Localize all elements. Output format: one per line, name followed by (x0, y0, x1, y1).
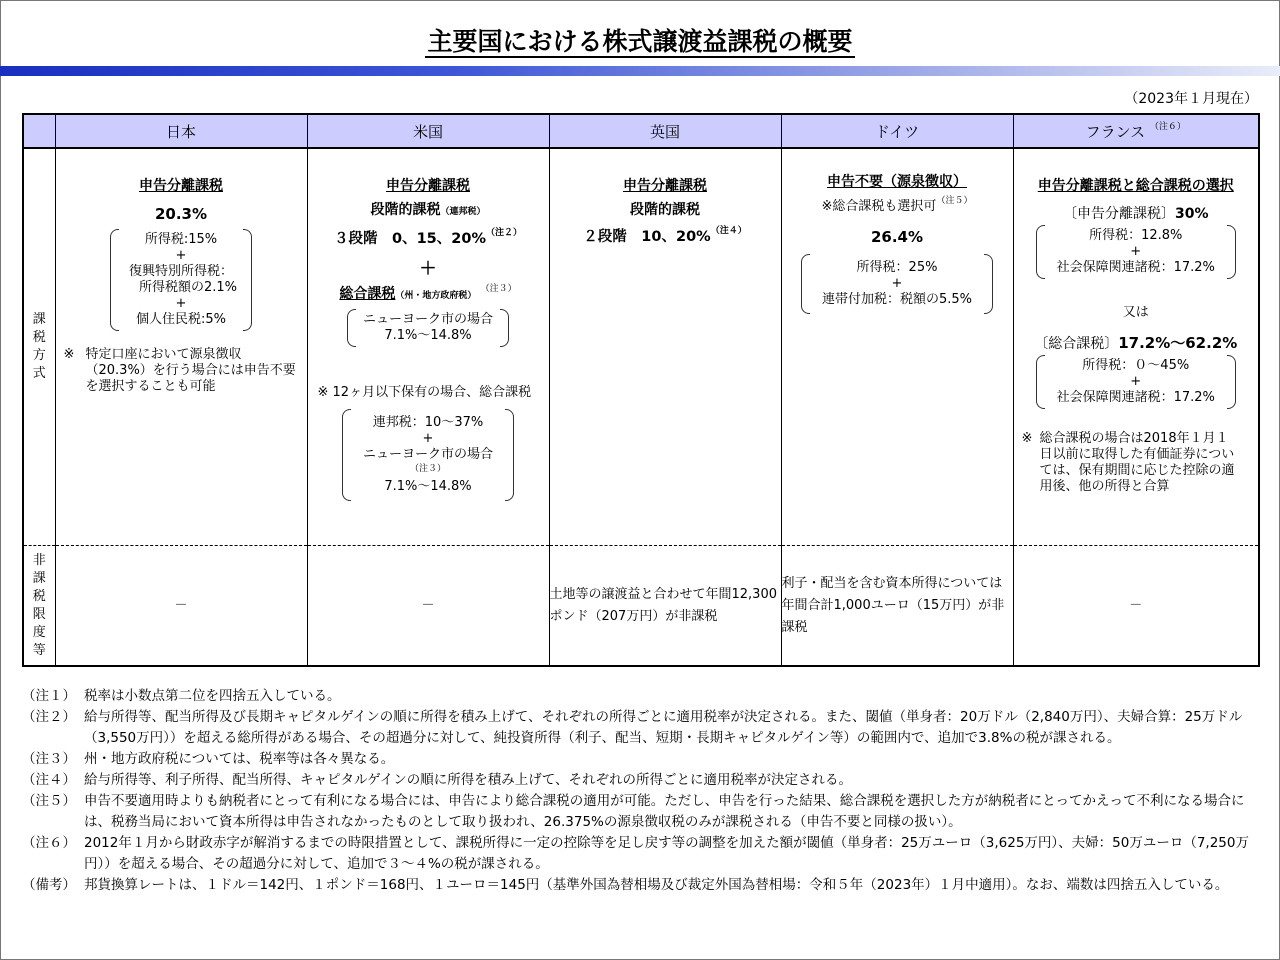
label-exempt: 非課税限度等 (23, 546, 55, 667)
header-france: フランス $^{(注6)}$ (1013, 114, 1259, 148)
footnote-key: （注１） (22, 688, 76, 704)
footnote-key: （注４） (22, 772, 76, 788)
us-method-cell (307, 148, 549, 546)
label-tax-method: 課税方式 (23, 148, 55, 546)
header-row (23, 114, 1259, 148)
footnote-item (22, 875, 1258, 896)
footnote-text: 税率は小数点第二位を四捨五入している。 (84, 688, 341, 704)
header-germany: ドイツ (781, 114, 1013, 148)
footnote-item (22, 686, 1258, 707)
germany-breakdown: 所得税：25% + 連帯付加税：税額の5.5% (801, 254, 993, 314)
as-of-date: （2023年１月現在） (1124, 91, 1258, 107)
uk-sub: 段階的課税 (630, 202, 700, 218)
japan-rate: 20.3% (154, 205, 208, 223)
corner-cell (23, 114, 55, 148)
us-short-breakdown: 連邦税：10～37% + ニューヨーク市の場合$^{(注3)}$ 7.1%～14.8% (342, 409, 514, 501)
footnote-text: 州・地方政府税については、税率等は各々異なる。 (84, 751, 395, 767)
header-japan: 日本 (55, 114, 307, 148)
uk-exempt: 土地等の譲渡益と合わせて年間12,300ポンド（207万円）が非課税 (549, 546, 781, 667)
uk-rates: ２段階 10、20%$^{(注4)}$ (583, 226, 747, 245)
uk-heading: 申告分離課税 (623, 178, 707, 194)
footnote-text: 給与所得等、配当所得及び長期キャピタルゲインの順に所得を積み上げて、それぞれの所得ごとに適用税率が決定される。また、閾値（単身者：20万ドル（2,840万円）、夫婦合算：25万ドル（3,550万円））を超える総所得がある場合、その超過分に対して、純投資所得（利子、配当、短期・長期キャピタルゲイン等）の範囲内で、追加で3.8%の税が課される。 (84, 709, 1243, 746)
footnote-key: （注２） (22, 709, 76, 725)
us-local: 総合課税（州・地方政府税） $^{(注3)}$ (339, 284, 517, 302)
tax-method-row (23, 148, 1259, 546)
france-opt2-breakdown: 所得税：０～45% + 社会保障関連諸税：17.2% (1036, 355, 1236, 409)
footnote-item (22, 770, 1258, 791)
france-method-cell (1013, 148, 1259, 546)
france-note: ※ 総合課税の場合は2018年１月１日以前に取得した有価証券については、保有期間に応じた控除の適用後、他の所得と合算 (1021, 431, 1235, 494)
footnote-item (22, 749, 1258, 770)
japan-breakdown: 所得税:15% + 復興特別所得税： 所得税額の2.1% + 個人住民税:5% (110, 229, 252, 331)
france-opt2: 〔総合課税〕17.2%～62.2% (1034, 334, 1238, 352)
us-exempt: － (307, 546, 549, 667)
japan-note: ※ 特定口座において源泉徴収（20.3%）を行う場合には申告不要を選択することも可能 (63, 347, 296, 394)
footnote-key: （備考） (22, 877, 76, 893)
footnote-item (22, 833, 1258, 875)
footnote-text: 邦貨換算レートは、１ドル＝142円、１ポンド＝168円、１ユーロ＝145円（基準外国為替相場及び裁定外国為替相場：令和５年（2023年）１月中適用）。なお、端数は四捨五入している。 (84, 877, 1229, 893)
exempt-row (23, 546, 1259, 667)
uk-method-cell (549, 148, 781, 546)
footnote-item (22, 707, 1258, 749)
title-bar (0, 66, 1280, 76)
footnote-text: 給与所得等、利子所得、配当所得、キャピタルゲインの順に所得を積み上げて、それぞれの所得ごとに適用税率が決定される。 (84, 772, 853, 788)
footnotes (22, 686, 1258, 896)
page-title: 主要国における株式譲渡益課税の概要 (427, 27, 853, 56)
germany-method-cell (781, 148, 1013, 546)
france-opt1-breakdown: 所得税：12.8% + 社会保障関連諸税：17.2% (1036, 225, 1236, 279)
us-sub: 段階的課税（連邦税） (370, 202, 486, 218)
germany-heading: 申告不要（源泉徴収） (827, 174, 967, 190)
japan-exempt: － (55, 546, 307, 667)
footnote-text: 申告不要適用時よりも納税者にとって有利になる場合には、申告により総合課税の適用が可能。ただし、申告を行った結果、総合課税を選択した方が納税者にとってかえって不利になる場合には、税務当局において資本所得は申告されなかったものとして取り扱われ、26.375%の源泉徴収税のみが課税される（申告不要と同様の扱い）。 (84, 793, 1245, 830)
footnote-text: 2012年１月から財政赤字が解消するまでの時限措置として、課税所得に一定の控除等を足し戻す等の調整を加えた額が閾値（単身者：25万ユーロ（3,625万円）、夫婦：50万ユーロ（7,250万円））を超える場合、その超過分に対して、追加で３～４%の税が課される。 (84, 835, 1249, 872)
footnote-key: （注６） (22, 835, 76, 851)
france-exempt: － (1013, 546, 1259, 667)
france-opt1: 〔申告分離課税〕30% (1062, 206, 1209, 222)
germany-exempt: 利子・配当を含む資本所得については年間合計1,000ユーロ（15万円）が非課税 (781, 546, 1013, 667)
footnote-key: （注５） (22, 793, 76, 809)
us-heading: 申告分離課税 (386, 178, 470, 194)
us-ny-breakdown: ニューヨーク市の場合 7.1%～14.8% (347, 309, 509, 347)
us-rates: ３段階 0、15、20%$^{(注2)}$ (334, 228, 522, 247)
footnote-item (22, 791, 1258, 833)
france-heading: 申告分離課税と総合課税の選択 (1037, 178, 1234, 194)
japan-method-cell (55, 148, 307, 546)
germany-sub: ※総合課税も選択可$^{(注5)}$ (821, 196, 973, 214)
footnote-key: （注３） (22, 751, 76, 767)
tax-table (22, 113, 1260, 667)
header-uk: 英国 (549, 114, 781, 148)
france-or: 又は (1122, 305, 1149, 320)
us-plus: ＋ (419, 259, 437, 279)
germany-rate: 26.4% (870, 228, 924, 246)
us-short-note: ※ 12ヶ月以下保有の場合、総合課税 (317, 385, 532, 400)
header-us: 米国 (307, 114, 549, 148)
japan-heading: 申告分離課税 (139, 178, 223, 194)
